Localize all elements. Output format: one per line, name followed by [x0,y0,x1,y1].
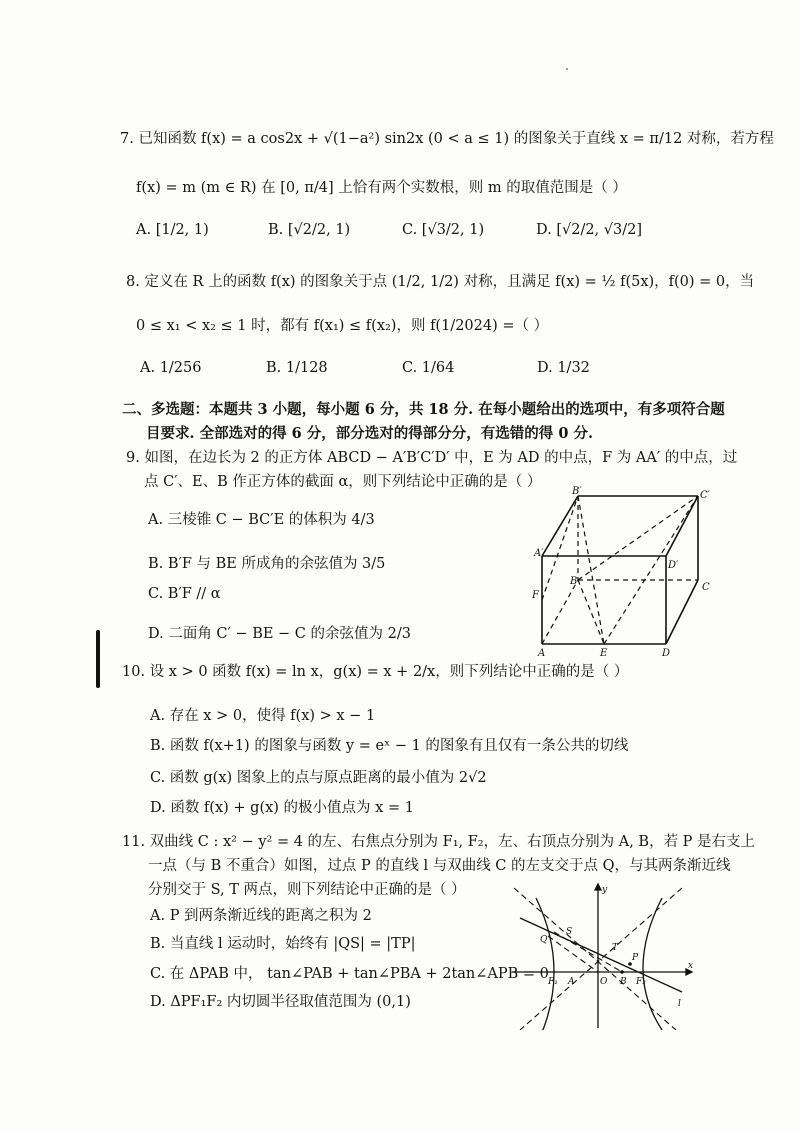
label-t: T [612,943,619,953]
q11-stem-line2: 一点（与 B 不重合）如图，过点 P 的直线 l 与双曲线 C 的左支交于点 Q，与其两条渐近线 [148,858,731,874]
label-c: C [702,582,710,593]
q8-option-c: C. 1/64 [402,360,455,376]
q7-option-a: A. [1/2, 1) [136,222,209,238]
segment-e-c1 [604,496,698,644]
label-a: A [538,648,546,659]
q10-option-c: C. 函数 g(x) 图象上的点与原点距离的最小值为 2√2 [150,770,487,786]
q9-option-d: D. 二面角 C′ − BE − C 的余弦值为 2/3 [148,626,411,642]
segment-b1-e [578,496,604,644]
q10-stem: 10. 设 x > 0 函数 f(x) = ln x，g(x) = x + 2/x，则下列结论中正确的是（ ） [122,664,629,680]
label-x: x [688,961,694,971]
q10-option-b: B. 函数 f(x+1) 的图象与函数 y = eˣ − 1 的图象有且仅有一条公共的切线 [150,738,629,754]
label-o: O [600,977,608,987]
label-f1: F₁ [548,977,558,987]
q9-option-c: C. B′F // α [148,586,221,602]
q11-option-a: A. P 到两条渐近线的距离之积为 2 [150,908,372,924]
scan-speck [566,68,568,70]
margin-mark [96,630,100,688]
edge-d1-c1 [666,496,698,556]
q10-option-a: A. 存在 x > 0，使得 f(x) > x − 1 [150,708,376,724]
edge-d-c [666,580,698,644]
q11-option-c: C. 在 ΔPAB 中， tan∠PAB + tan∠PBA + 2tan∠APB = 0 [150,966,549,982]
q8-stem-line1: 8. 定义在 R 上的函数 f(x) 的图象关于点 (1/2, 1/2) 对称，且满足 f(x) = ½ f(5x)，f(0) = 0，当 [126,274,755,290]
label-c-prime: C′ [700,490,710,501]
asymptote-1 [514,888,676,1030]
section2-heading-line1: 二、多选题：本题共 3 小题，每小题 6 分，共 18 分. 在每小题给出的选项中，有多项符合题 [122,401,725,418]
cube-figure [528,484,724,660]
q8-option-d: D. 1/32 [537,360,590,376]
hidden-edge-a-b [542,580,578,644]
point-p [628,962,632,966]
label-b-prime: B′ [572,486,582,497]
q7-stem-line1: 7. 已知函数 f(x) = a cos2x + √(1−a²) sin2x (0 < a ≤ 1) 的图象关于直线 x = π/12 对称，若方程 [120,131,774,147]
label-q: Q [540,935,548,945]
label-y: y [602,885,608,895]
label-f2: F₂ [636,977,646,987]
q7-option-c: C. [√3/2, 1) [402,222,485,238]
label-s: S [566,927,573,937]
asymptote-2 [520,888,682,1030]
q7-option-b: B. [√2/2, 1) [268,222,351,238]
diagonal-b-c1 [578,496,698,580]
q9-option-b: B. B′F 与 BE 所成角的余弦值为 3/5 [148,556,386,572]
hyperbola-figure [506,880,702,1030]
q11-option-b: B. 当直线 l 运动时，始终有 |QS| = |TP| [150,936,416,952]
q9-option-a: A. 三棱锥 C − BC′E 的体积为 4/3 [148,512,375,528]
q8-stem-line2: 0 ≤ x₁ < x₂ ≤ 1 时，都有 f(x₁) ≤ f(x₂)，则 f(1/2024) =（ ） [136,318,549,334]
y-axis-arrow [595,884,601,890]
q8-option-a: A. 1/256 [140,360,202,376]
label-b: B [620,977,627,987]
q9-stem-line1: 9. 如图，在边长为 2 的正方体 ABCD − A′B′C′D′ 中，E 为 AD 的中点，F 为 AA′ 的中点，过 [126,450,738,466]
label-p: P [632,953,639,963]
label-d: D [662,648,671,659]
label-l: l [678,999,681,1009]
q7-stem-line2: f(x) = m (m ∈ R) 在 [0, π/4] 上恰有两个实数根，则 m 的取值范围是（ ） [136,180,627,196]
q10-option-d: D. 函数 f(x) + g(x) 的极小值点为 x = 1 [150,800,414,816]
q9-stem-line2: 点 C′、E、B 作正方体的截面 α，则下列结论中正确的是（ ） [144,474,542,490]
right-branch [643,898,662,1030]
label-d-prime: D′ [668,560,679,571]
q8-option-b: B. 1/128 [266,360,328,376]
point-b [620,970,624,974]
label-b: B [570,576,578,587]
label-e: E [600,648,608,659]
label-f: F [532,590,539,601]
left-branch [536,898,554,1030]
q11-option-d: D. ΔPF₁F₂ 内切圆半径取值范围为 (0,1) [150,994,411,1010]
label-a-prime: A′ [534,548,544,559]
section2-heading-line2: 目要求. 全部选对的得 6 分，部分选对的得部分分，有选错的得 0 分. [146,425,594,442]
segment-b-e [578,580,604,644]
q7-option-d: D. [√2/2, √3/2] [536,222,643,238]
label-a: A [568,977,575,987]
q11-stem-line1: 11. 双曲线 C : x² − y² = 4 的左、右焦点分别为 F₁, F₂，左、右顶点分别为 A, B，若 P 是右支上 [122,834,756,850]
q11-stem-line3: 分别交于 S, T 两点，则下列结论中正确的是（ ） [148,882,466,898]
